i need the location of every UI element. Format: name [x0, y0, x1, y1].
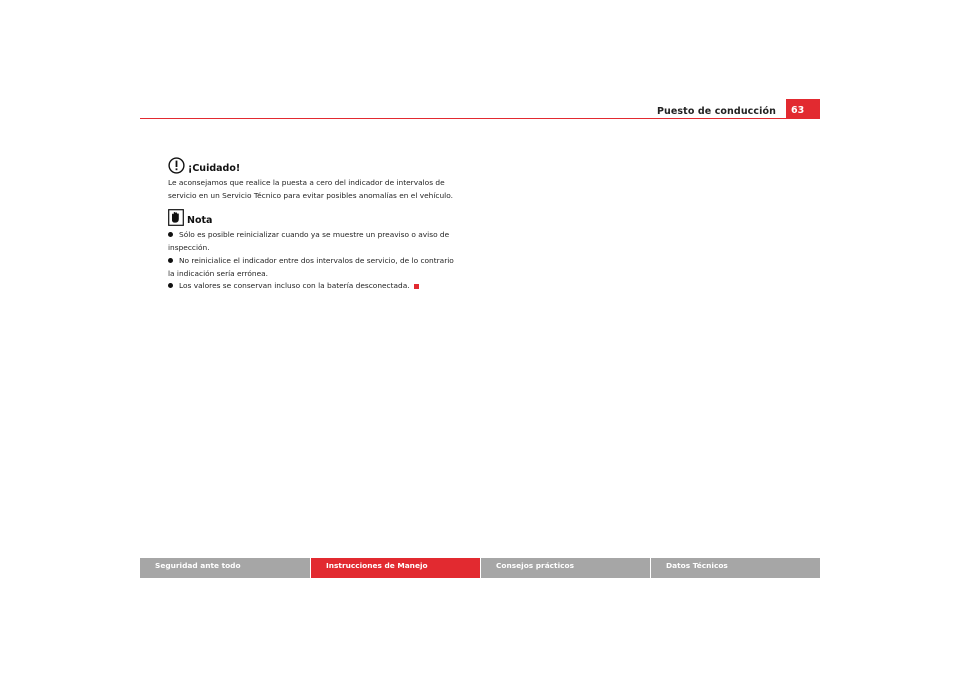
note-line: inspección. — [168, 242, 210, 252]
note-hand-icon — [168, 209, 184, 226]
note-line: No reinicialice el indicador entre dos intervalos de servicio, de lo contrario — [179, 256, 454, 265]
page-header-title: Puesto de conducción — [656, 106, 776, 117]
note-heading — [168, 209, 212, 226]
footer-section-nav — [140, 558, 820, 578]
footer-tab-seguridad[interactable]: Seguridad ante todo — [140, 558, 310, 578]
bullet-icon — [168, 258, 173, 263]
page-number-badge: 63 — [786, 99, 820, 119]
note-line: la indicación sería errónea. — [168, 268, 269, 278]
note-item — [168, 255, 473, 280]
exclamation-circle-icon — [168, 157, 185, 174]
caution-text — [168, 177, 473, 202]
caution-heading-text: ¡Cuidado! — [188, 163, 241, 174]
footer-tab-instrucciones[interactable]: Instrucciones de Manejo — [310, 558, 480, 578]
note-item — [168, 229, 473, 254]
note-line: Los valores se conservan incluso con la batería desconectada. — [179, 281, 410, 290]
header-divider — [140, 118, 820, 119]
end-of-section-icon — [414, 284, 419, 289]
note-line: Sólo es posible reinicializar cuando ya se muestre un preaviso o aviso de — [179, 230, 450, 239]
bullet-icon — [168, 232, 173, 237]
footer-tab-consejos[interactable]: Consejos prácticos — [480, 558, 650, 578]
note-item — [168, 280, 473, 293]
caution-heading — [168, 157, 240, 174]
bullet-icon — [168, 283, 173, 288]
caution-line: Le aconsejamos que realice la puesta a cero del indicador de intervalos de — [168, 178, 445, 187]
footer-tab-datos[interactable]: Datos Técnicos — [650, 558, 820, 578]
note-heading-text: Nota — [187, 215, 213, 226]
caution-line: servicio en un Servicio Técnico para evitar posibles anomalías en el vehículo. — [168, 190, 453, 200]
